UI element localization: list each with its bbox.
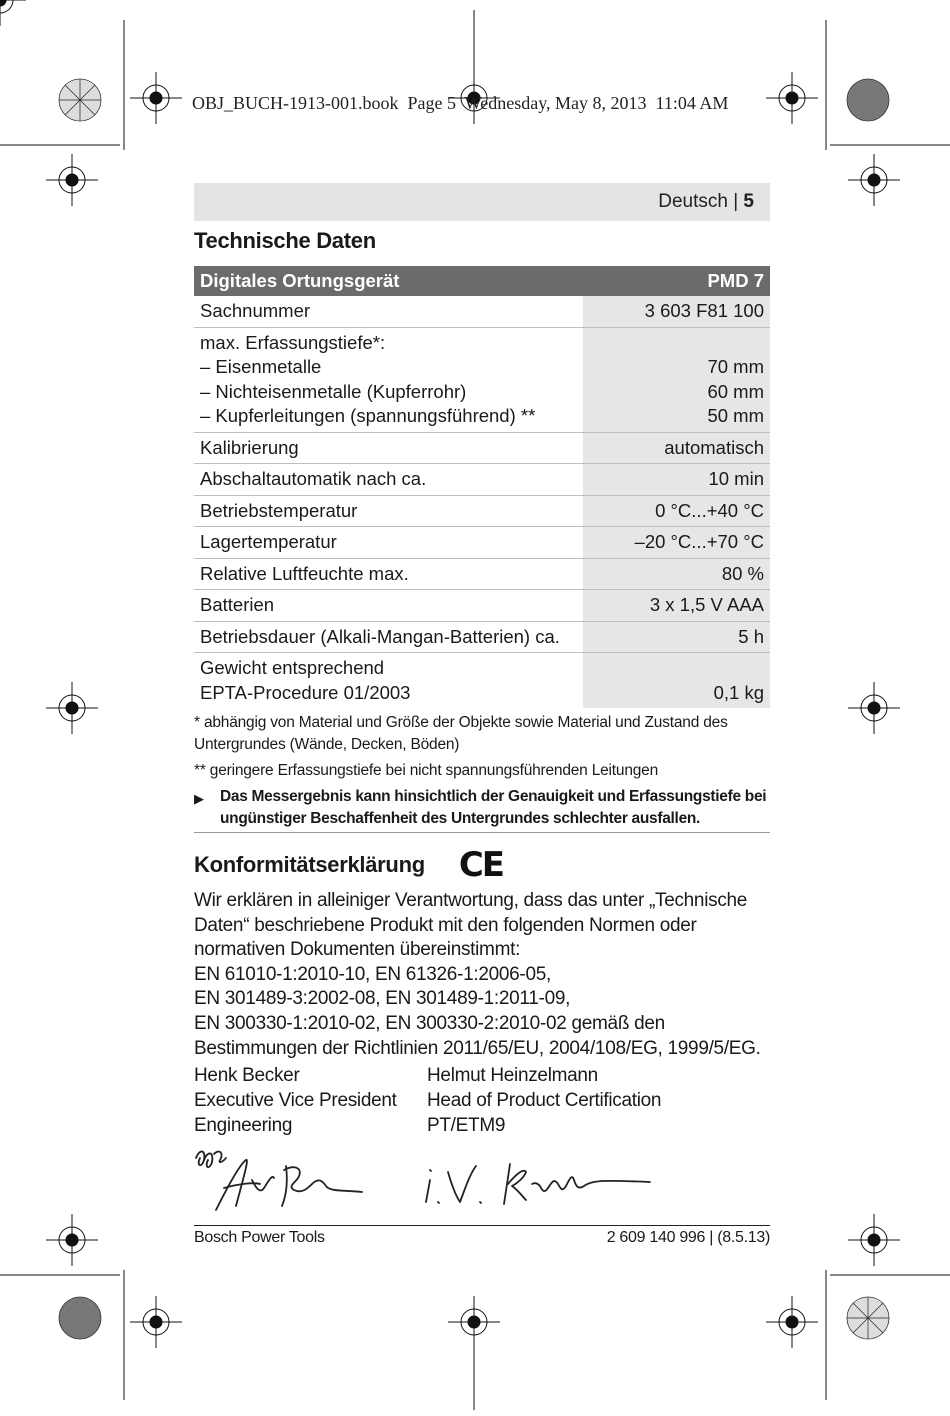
spec-model: PMD 7 xyxy=(583,266,770,296)
row-label-line: Gewicht entsprechend xyxy=(200,657,385,678)
norms-line: EN 61010-1:2010-10, EN 61326-1:2006-05, xyxy=(194,963,551,985)
row-value-line: 60 mm xyxy=(707,380,764,402)
conformity-header xyxy=(194,845,770,885)
table-row xyxy=(194,432,770,464)
row-label-line: – Eisenmetalle xyxy=(200,356,322,377)
warning-note xyxy=(194,786,770,833)
footer-rule xyxy=(194,1225,770,1226)
row-label: Relative Luftfeuchte max. xyxy=(194,558,583,590)
row-label: Sachnummer xyxy=(200,300,311,321)
header-page-number: 5 xyxy=(743,191,754,212)
table-row xyxy=(194,653,770,709)
tech-heading: Technische Daten xyxy=(194,228,376,253)
row-label-line: max. Erfassungstiefe*: xyxy=(200,331,386,353)
row-value: 3 x 1,5 V AAA xyxy=(583,590,770,622)
signers xyxy=(194,1063,770,1138)
row-value: 0,1 kg xyxy=(583,653,770,709)
print-info: OBJ_BUCH-1913-001.book Page 5 Wednesday, May 8, 2013 11:04 AM xyxy=(192,93,729,113)
footnotes xyxy=(194,712,770,782)
table-row xyxy=(194,527,770,559)
signer2-dept: PT/ETM9 xyxy=(427,1115,506,1137)
row-label-line: EPTA-Procedure 01/2003 xyxy=(200,681,411,703)
page-header-bar xyxy=(194,183,770,221)
spec-product: Digitales Ortungsgerät xyxy=(194,266,583,296)
table-row xyxy=(194,296,770,327)
row-value: automatisch xyxy=(583,432,770,464)
triangle-bullet-icon: ▶ xyxy=(194,791,204,806)
row-label: Batterien xyxy=(194,590,583,622)
row-label: Kalibrierung xyxy=(194,432,583,464)
signer2-title: Head of Product Certification xyxy=(427,1090,662,1112)
page-content xyxy=(194,228,770,1232)
warning-text: Das Messergebnis kann hinsichtlich der Genauigkeit und Erfassungstiefe bei ungünstiger Beschaffenheit des Untergrundes schlechter ausfallen. xyxy=(220,788,767,827)
conformity-statement: Wir erklären in alleiniger Verantwortung, dass das unter „Technische Daten“ beschriebene Produkt mit den folgenden Normen oder normativen Dokumenten übereinstimmt: xyxy=(194,890,748,961)
spec-table-header xyxy=(194,266,770,296)
row-value-line: 70 mm xyxy=(707,356,764,377)
footer-brand: Bosch Power Tools xyxy=(194,1229,325,1246)
norms-line: EN 300330-1:2010-02, EN 300330-2:2010-02 gemäß den Bestimmungen der Richtlinien 2011/65/EU, 2004/108/EG, 1999/5/EG. xyxy=(194,1012,761,1059)
row-value xyxy=(583,327,770,432)
norms-line: EN 301489-3:2002-08, EN 301489-1:2011-09, xyxy=(194,988,571,1010)
row-label xyxy=(194,653,583,709)
row-value-line: 50 mm xyxy=(707,405,764,426)
footer-doc-number: 2 609 140 996 | (8.5.13) xyxy=(606,1229,770,1246)
row-label xyxy=(194,327,583,432)
row-label: Lagertemperatur xyxy=(194,527,583,559)
row-value: 0 °C...+40 °C xyxy=(583,495,770,527)
header-language: Deutsch xyxy=(658,191,728,212)
row-label-line: – Nichteisenmetalle (Kupferrohr) xyxy=(200,380,467,402)
footnote-1: * abhängig von Material und Größe der Objekte sowie Material und Zustand des Untergrundes (Wände, Decken, Böden) xyxy=(194,714,728,753)
signatures xyxy=(194,1140,770,1232)
footnote-2: ** geringere Erfassungstiefe bei nicht spannungsführenden Leitungen xyxy=(194,762,658,779)
table-row xyxy=(194,495,770,527)
table-row xyxy=(194,621,770,653)
signer1-name: Henk Becker xyxy=(194,1065,300,1087)
row-label-line: – Kupferleitungen (spannungsführend) ** xyxy=(200,405,536,426)
conformity-text xyxy=(194,889,770,1061)
page-header xyxy=(658,191,754,213)
ce-mark-icon: CE xyxy=(458,845,504,885)
table-row xyxy=(194,590,770,622)
row-value: 80 % xyxy=(583,558,770,590)
spec-table xyxy=(194,266,770,708)
row-value: –20 °C...+70 °C xyxy=(583,527,770,559)
row-label: Betriebsdauer (Alkali-Mangan-Batterien) ca. xyxy=(194,621,583,653)
row-label: Abschaltautomatik nach ca. xyxy=(194,464,583,496)
row-value: 10 min xyxy=(583,464,770,496)
header-separator: | xyxy=(733,191,739,212)
handwritten-signatures xyxy=(194,1140,770,1232)
row-value: 3 603 F81 100 xyxy=(583,296,770,327)
conformity-heading: Konformitätserklärung xyxy=(194,852,425,877)
table-row xyxy=(194,464,770,496)
signer1-dept: Engineering xyxy=(194,1115,293,1137)
table-row xyxy=(194,327,770,432)
row-value: 5 h xyxy=(583,621,770,653)
signer2-name: Helmut Heinzelmann xyxy=(427,1065,598,1087)
signer1-title: Executive Vice President xyxy=(194,1090,397,1112)
table-row xyxy=(194,558,770,590)
row-label: Betriebstemperatur xyxy=(194,495,583,527)
